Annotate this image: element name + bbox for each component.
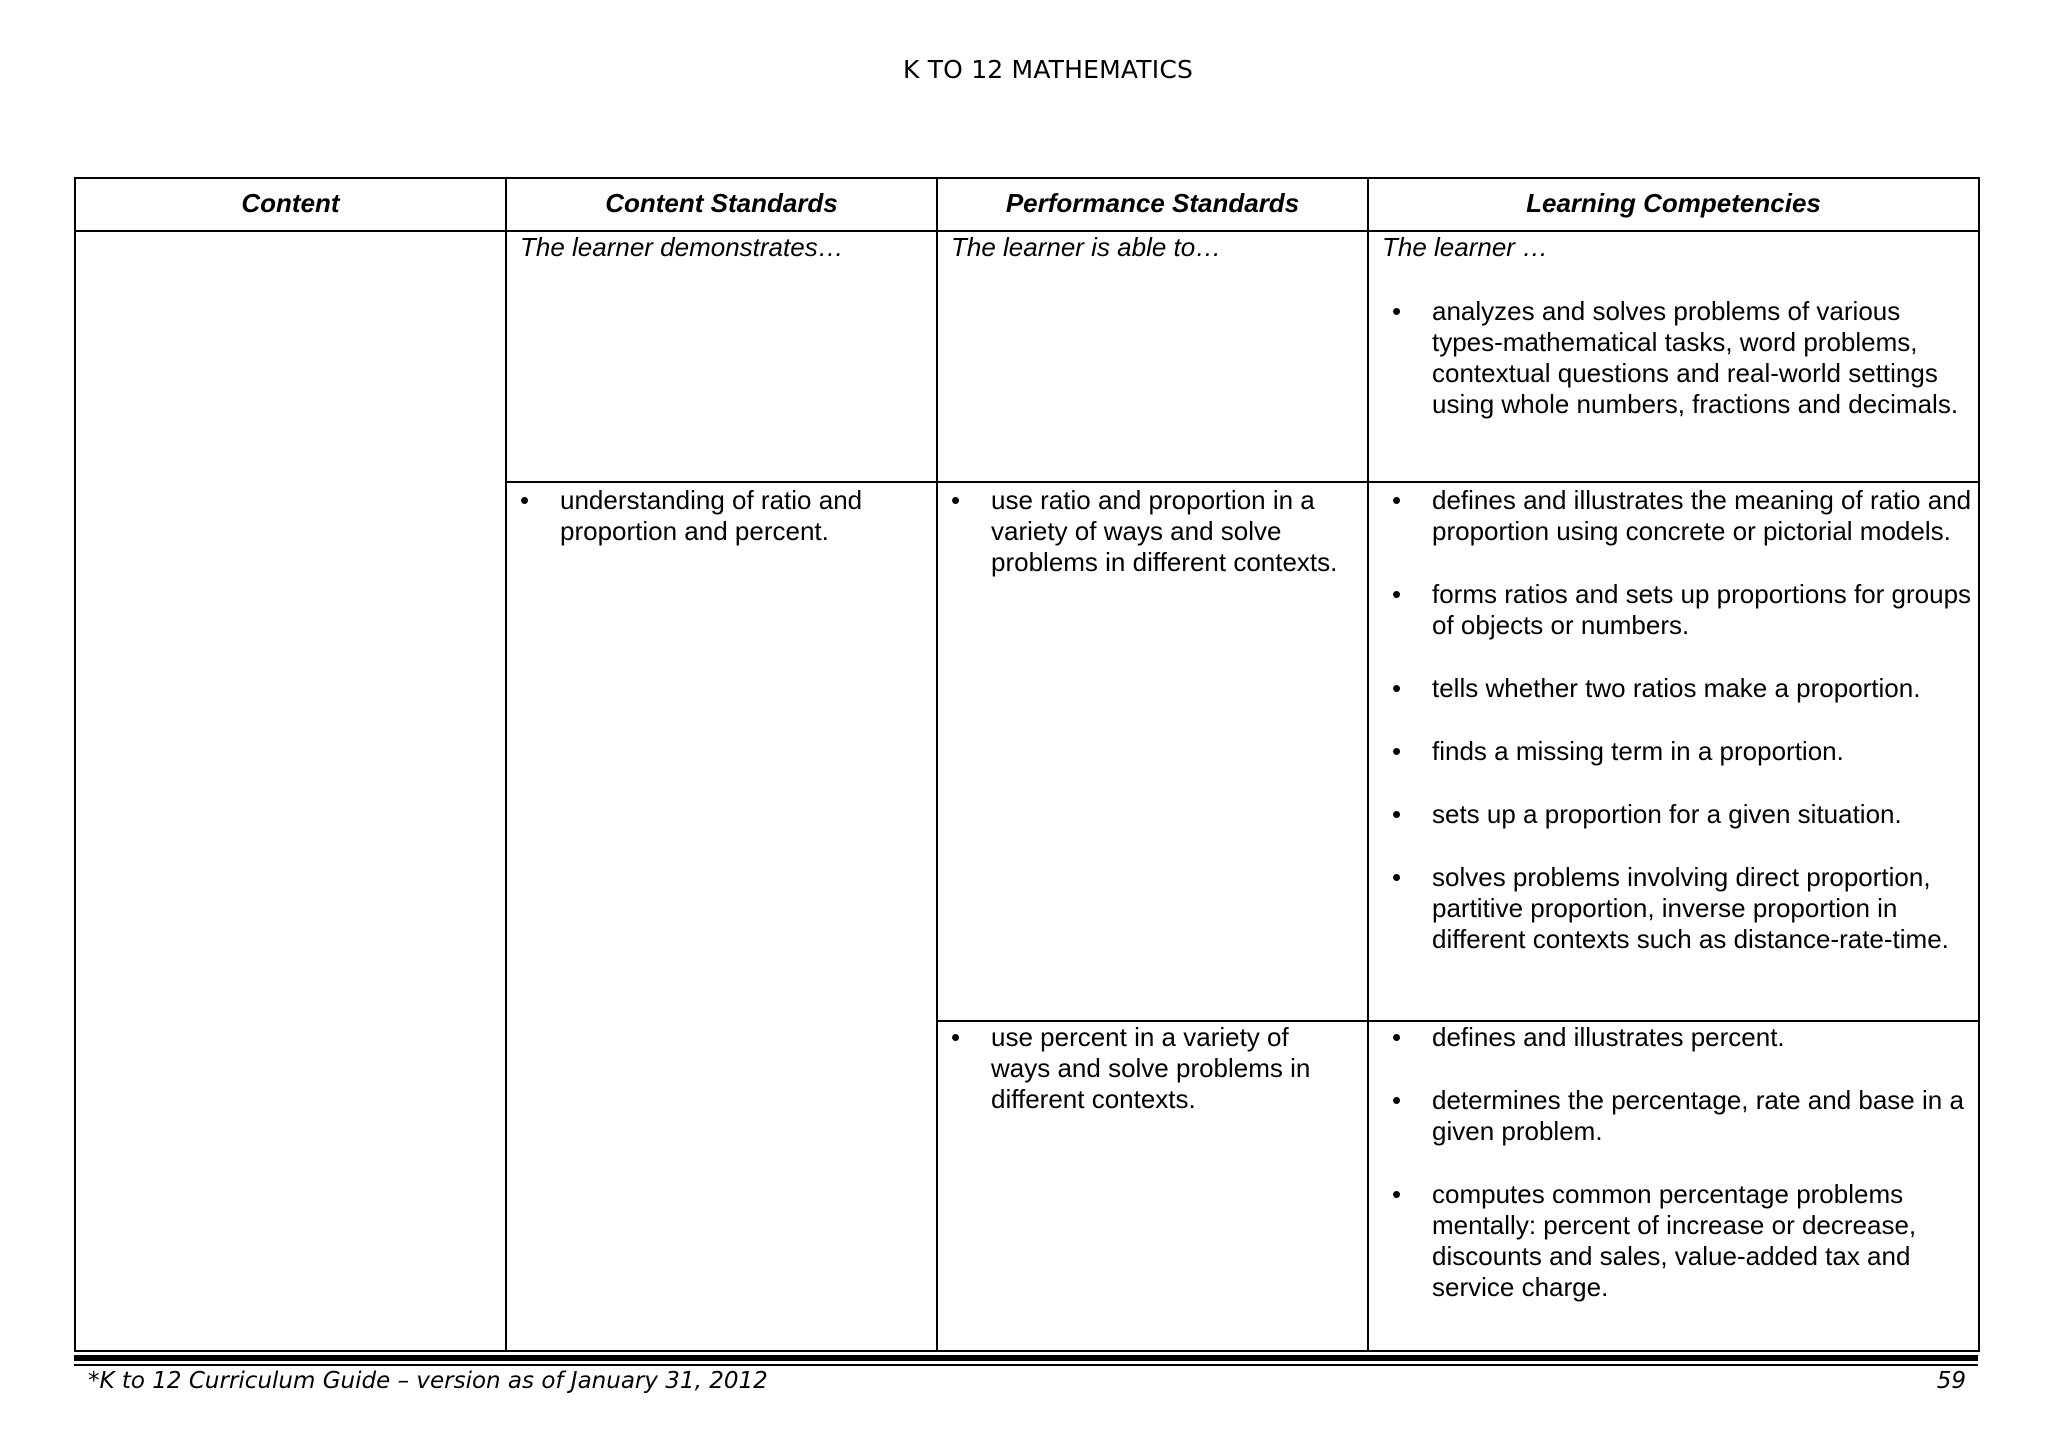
list-item: • analyzes and solves problems of various types-mathematical tasks, word problems, contextual questions and real-world settings using whole numbers, fractions and decimals. [1382, 296, 1972, 420]
list-item: • determines the percentage, rate and base in a given problem. [1382, 1085, 1972, 1147]
footer-rule-thick [74, 1355, 1978, 1361]
col-divider-3 [1367, 177, 1369, 1352]
header-learning-competencies: Learning Competencies [1526, 188, 1821, 218]
list-item: • solves problems involving direct proportion, partitive proportion, inverse proportion in different contexts such as distance-rate-time. [1382, 862, 1972, 955]
list-item: • defines and illustrates percent. [1382, 1022, 1972, 1053]
list-item: • use percent in a variety of ways and solve problems in different contexts. [941, 1022, 1341, 1115]
footer-caption: *K to 12 Curriculum Guide – version as of January 31, 2012 [88, 1368, 768, 1394]
col-divider-2 [936, 177, 938, 1352]
list-item: • finds a missing term in a proportion. [1382, 736, 1972, 767]
header-content-standards: Content Standards [605, 188, 838, 218]
row2-performance-standards-list [941, 485, 1361, 610]
list-item: • tells whether two ratios make a proportion. [1382, 673, 1972, 704]
col-divider-1 [505, 177, 507, 1352]
list-item: • sets up a proportion for a given situation. [1382, 799, 1972, 830]
row3-competencies-list [1382, 1022, 1972, 1335]
page-number: 59 [1936, 1368, 1966, 1394]
list-item: • defines and illustrates the meaning of ratio and proportion using concrete or pictorial models. [1382, 485, 1972, 547]
table-border-left [74, 177, 76, 1352]
intro-learning-competencies: The learner … [1382, 232, 1549, 262]
intro-content-standards: The learner demonstrates… [520, 232, 844, 262]
table-border-bottom [74, 1350, 1980, 1352]
row1-divider [505, 481, 1980, 483]
page-header: K TO 12 MATHEMATICS [902, 55, 1194, 84]
row1-competencies-list [1382, 296, 1972, 452]
list-item: • understanding of ratio and proportion and percent. [510, 485, 910, 547]
row3-performance-standards-list [941, 1022, 1341, 1147]
list-item: • forms ratios and sets up proportions for groups of objects or numbers. [1382, 579, 1972, 641]
list-item: • computes common percentage problems mentally: percent of increase or decrease, discounts and sales, value-added tax and service charge. [1382, 1179, 1972, 1303]
row2-competencies-list [1382, 485, 1972, 987]
list-item: • use ratio and proportion in a variety of ways and solve problems in different contexts. [941, 485, 1361, 578]
table-border-right [1978, 177, 1980, 1352]
intro-performance-standards: The learner is able to… [951, 232, 1222, 262]
footer-rule-thin [74, 1364, 1978, 1366]
table-border-top [74, 177, 1980, 179]
row2-content-standards-list [510, 485, 910, 579]
header-performance-standards: Performance Standards [1005, 188, 1300, 218]
header-content: Content [241, 188, 340, 218]
